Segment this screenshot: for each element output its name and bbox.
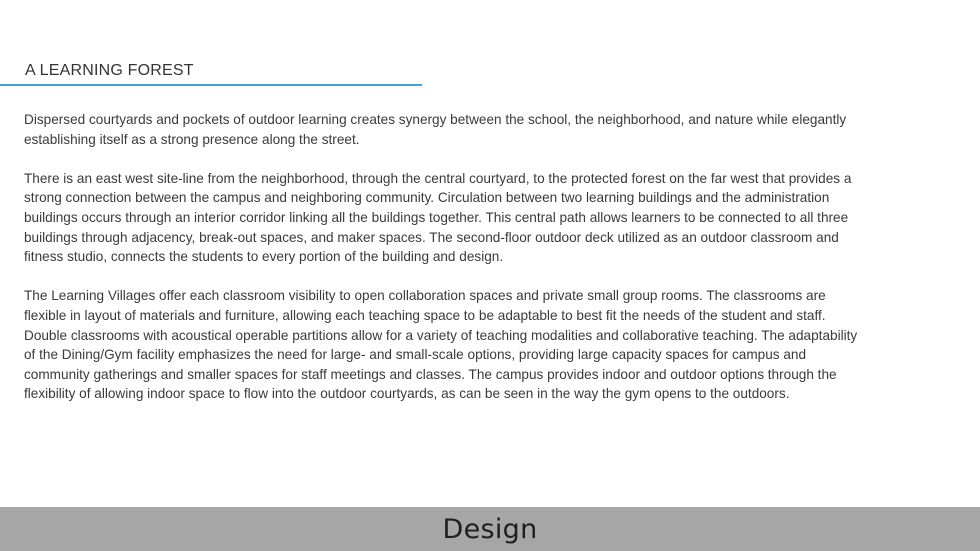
paragraph-intro: Dispersed courtyards and pockets of outdoor learning creates synergy between the school, the neighborhood, and nature while elegantly establishing itself as a strong presence along the street. (24, 112, 847, 147)
paragraph-site-line: There is an east west site-line from the neighborhood, through the central courtyard, to the protected forest on the far west that provides a strong connection between the campus and neighboring community. Circulation between two learning buildings and the administration buildings occurs through an interior corridor linking all the buildings together. This central path allows learners to be connected to all three buildings through adjacency, break-out spaces, and maker spaces. The second-floor outdoor deck utilized as an outdoor classroom and fitness studio, connects the students to every portion of the building and design. (24, 170, 852, 265)
title-underline (0, 84, 422, 86)
footer-label: Design (442, 513, 538, 545)
page-title: A LEARNING FOREST (25, 62, 194, 79)
paragraph-learning-villages: The Learning Villages offer each classroom visibility to open collaboration spaces and private small group rooms. The classrooms are flexible in layout of materials and furniture, allowing each teaching space to be adaptable to best fit the needs of the student and staff. Double classrooms with acoustical operable partitions allow for a variety of teaching modalities and collaborative teaching. The adaptability of the Dining/Gym facility emphasizes the need for large- and small-scale options, providing large capacity spaces for campus and community gatherings and smaller spaces for staff meetings and classes. The campus provides indoor and outdoor options through the flexibility of allowing indoor space to flow into the outdoor courtyards, as can be seen in the way the gym opens to the outdoors. (24, 288, 858, 402)
footer-bar (0, 507, 980, 551)
body-text (24, 110, 864, 424)
